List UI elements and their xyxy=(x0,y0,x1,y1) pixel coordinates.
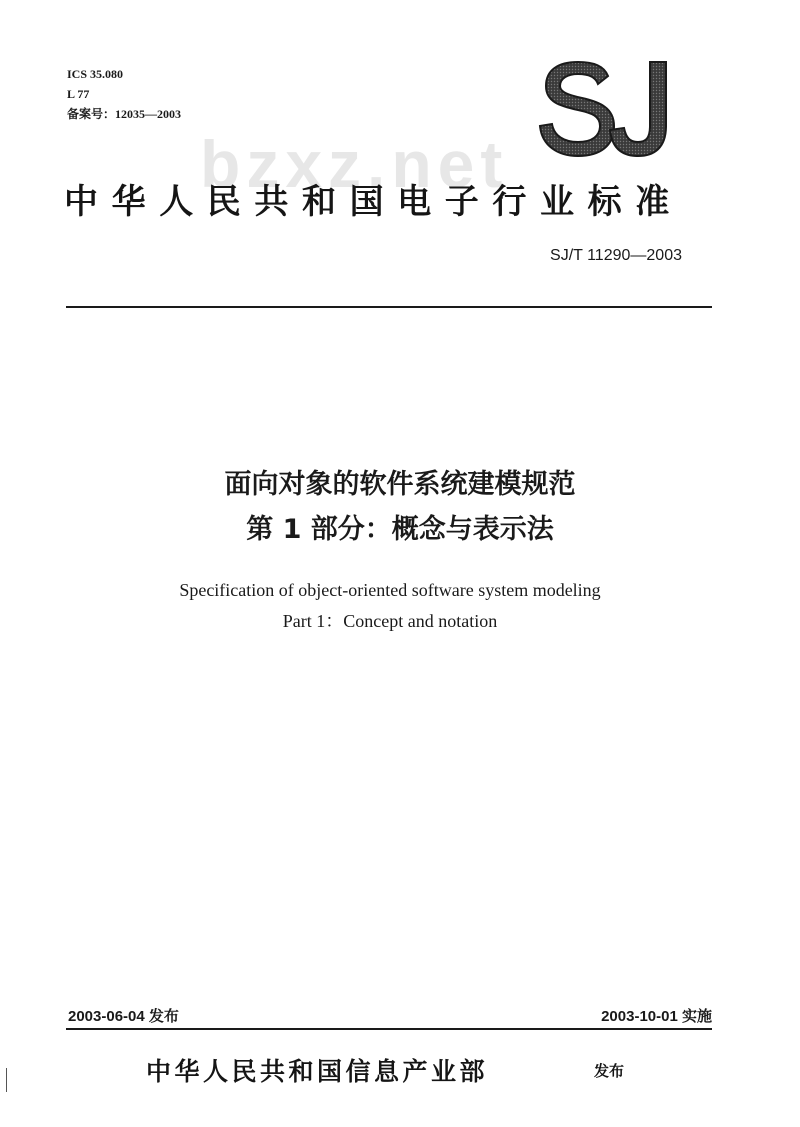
document-title-line-1: 面向对象的软件系统建模规范 xyxy=(224,469,576,500)
english-title-line-2: Part 1：Concept and notation xyxy=(282,611,498,631)
implement-date: 2003-10-01 实施 xyxy=(601,1008,712,1025)
sj-logo-graphic xyxy=(538,56,690,168)
document-title-line-2: 第 1 部分：概念与表示法 xyxy=(246,514,554,545)
record-number: 备案号：12035—2003 xyxy=(67,107,182,121)
scan-artifact xyxy=(6,1068,7,1092)
watermark: bzxz.net xyxy=(200,127,509,201)
english-title-line-1: Specification of object-oriented software system modeling xyxy=(179,580,601,600)
category-code: L 77 xyxy=(67,87,90,101)
header-divider xyxy=(66,306,712,308)
issuing-authority: 中华人民共和国信息产业部 xyxy=(146,1057,489,1086)
publish-date: 2003-06-04 发布 xyxy=(68,1008,179,1025)
footer-divider xyxy=(66,1028,712,1030)
standard-code: SJ/T 11290—2003 xyxy=(550,247,682,264)
sj-logo xyxy=(538,56,690,168)
classification-block xyxy=(67,64,181,124)
issuing-suffix: 发布 xyxy=(594,1062,625,1080)
ics-code: ICS 35.080 xyxy=(67,67,124,81)
standard-title: 中华人民共和国电子行业标准 xyxy=(64,182,683,222)
